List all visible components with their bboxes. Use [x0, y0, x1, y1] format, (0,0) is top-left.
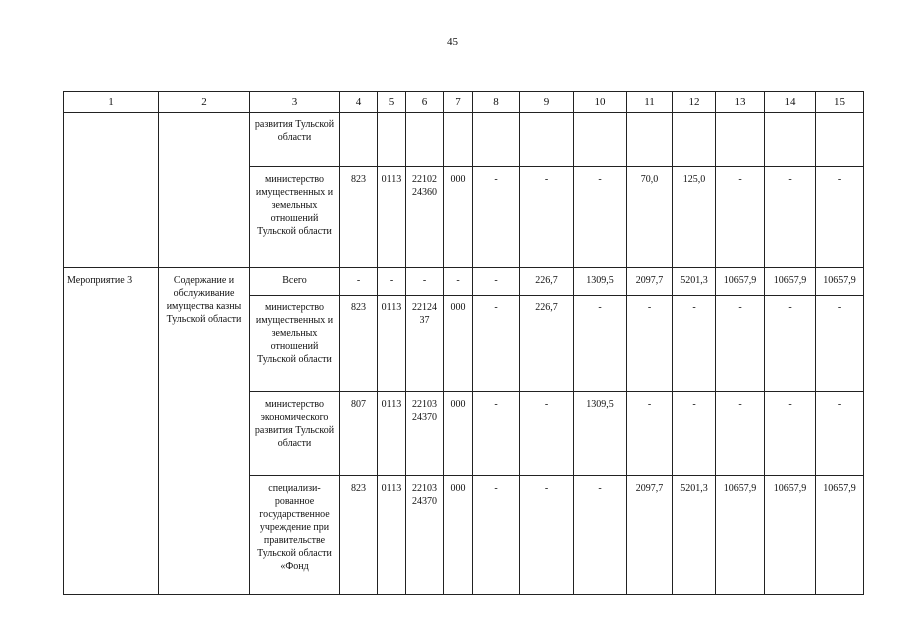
- table-cell: 0113: [378, 296, 406, 392]
- table-cell: -: [520, 476, 574, 595]
- column-header: 5: [378, 92, 406, 113]
- table-cell: [765, 113, 816, 167]
- table-cell: 1309,5: [574, 392, 627, 476]
- table-cell: 1309,5: [574, 268, 627, 296]
- column-header: 3: [250, 92, 340, 113]
- table-cell-executor: специализи-рованное государственное учреждение при правительстве Тульской области «Фонд: [250, 476, 340, 595]
- table-cell: [444, 113, 473, 167]
- table-cell: 70,0: [627, 167, 673, 268]
- column-header: 4: [340, 92, 378, 113]
- table-cell: -: [520, 167, 574, 268]
- table-cell: [816, 113, 864, 167]
- table-cell: 10657,9: [765, 268, 816, 296]
- table-cell: [406, 113, 444, 167]
- table-cell: -: [716, 167, 765, 268]
- table-cell: 10657,9: [816, 268, 864, 296]
- table-cell: -: [816, 392, 864, 476]
- table-cell: -: [627, 392, 673, 476]
- table-cell: 22124 37: [406, 296, 444, 392]
- column-header: 8: [473, 92, 520, 113]
- table-cell-event: [64, 113, 159, 268]
- table-cell: -: [816, 296, 864, 392]
- table-cell: 22103 24370: [406, 392, 444, 476]
- table-cell: [673, 113, 716, 167]
- table-cell: -: [378, 268, 406, 296]
- table-cell: 22102 24360: [406, 167, 444, 268]
- column-header: 12: [673, 92, 716, 113]
- table-cell: -: [473, 296, 520, 392]
- table-cell: 0113: [378, 167, 406, 268]
- budget-table: [63, 91, 864, 595]
- column-header: 7: [444, 92, 473, 113]
- table-cell-description: Содержание и обслуживание имущества казны Тульской области: [159, 268, 250, 595]
- table-cell: 2097,7: [627, 268, 673, 296]
- table-cell: -: [627, 296, 673, 392]
- table-cell: -: [473, 392, 520, 476]
- table-cell: 10657,9: [765, 476, 816, 595]
- table-cell: -: [406, 268, 444, 296]
- column-header: 11: [627, 92, 673, 113]
- column-header: 9: [520, 92, 574, 113]
- table-cell: -: [473, 167, 520, 268]
- table-cell-executor: развития Тульской области: [250, 113, 340, 167]
- table-cell: 000: [444, 392, 473, 476]
- table-cell: -: [673, 392, 716, 476]
- table-cell: -: [765, 167, 816, 268]
- table-cell: 2097,7: [627, 476, 673, 595]
- table-cell: 10657,9: [816, 476, 864, 595]
- table-cell: 807: [340, 392, 378, 476]
- table-cell-executor: министерство имущественных и земельных отношений Тульской области: [250, 167, 340, 268]
- table-cell: [378, 113, 406, 167]
- table-cell: 226,7: [520, 296, 574, 392]
- table-cell: 823: [340, 167, 378, 268]
- table-cell-description: [159, 113, 250, 268]
- table-cell: [340, 113, 378, 167]
- table-row: [64, 113, 864, 167]
- table-cell: -: [574, 476, 627, 595]
- table-row: [64, 268, 864, 296]
- table-cell: 125,0: [673, 167, 716, 268]
- table-cell: -: [574, 296, 627, 392]
- table-cell: 5201,3: [673, 268, 716, 296]
- table-cell: 823: [340, 476, 378, 595]
- column-header: 10: [574, 92, 627, 113]
- table-cell: [716, 113, 765, 167]
- table-cell: [473, 113, 520, 167]
- table-cell: 10657,9: [716, 476, 765, 595]
- table-header-row: [64, 92, 864, 113]
- table-cell: -: [716, 296, 765, 392]
- table-cell: -: [574, 167, 627, 268]
- table-cell: -: [473, 268, 520, 296]
- table-cell: [574, 113, 627, 167]
- table-cell: 0113: [378, 476, 406, 595]
- table-cell-executor: министерство имущественных и земельных отношений Тульской области: [250, 296, 340, 392]
- table-cell: 22103 24370: [406, 476, 444, 595]
- column-header: 2: [159, 92, 250, 113]
- table-cell: -: [765, 296, 816, 392]
- column-header: 6: [406, 92, 444, 113]
- table-cell: -: [444, 268, 473, 296]
- table-cell: -: [340, 268, 378, 296]
- column-header: 1: [64, 92, 159, 113]
- table-cell: 5201,3: [673, 476, 716, 595]
- page-number: 45: [447, 36, 458, 48]
- table-cell: -: [520, 392, 574, 476]
- table-cell-executor: министерство экономического развития Тульской области: [250, 392, 340, 476]
- table-cell: 10657,9: [716, 268, 765, 296]
- table-cell: 000: [444, 167, 473, 268]
- table-cell: [520, 113, 574, 167]
- table-cell-event: Мероприятие 3: [64, 268, 159, 595]
- table-cell: 000: [444, 476, 473, 595]
- column-header: 13: [716, 92, 765, 113]
- table-cell: -: [816, 167, 864, 268]
- table-cell: -: [473, 476, 520, 595]
- table-cell: [627, 113, 673, 167]
- table-cell-executor: Всего: [250, 268, 340, 296]
- table-cell: -: [673, 296, 716, 392]
- table-cell: -: [716, 392, 765, 476]
- table-cell: 226,7: [520, 268, 574, 296]
- table-cell: 0113: [378, 392, 406, 476]
- table-cell: 000: [444, 296, 473, 392]
- table-cell: -: [765, 392, 816, 476]
- table-cell: 823: [340, 296, 378, 392]
- column-header: 14: [765, 92, 816, 113]
- column-header: 15: [816, 92, 864, 113]
